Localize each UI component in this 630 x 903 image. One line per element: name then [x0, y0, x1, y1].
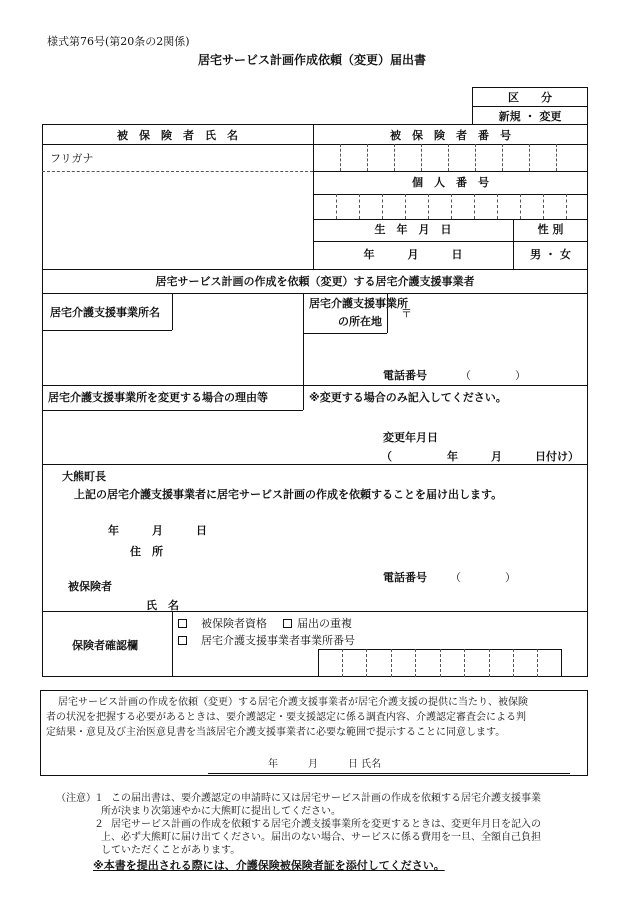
insured-name-label: 被 保 険 者 氏 名 [117, 129, 238, 142]
insured-qualification-checkbox[interactable] [178, 619, 187, 628]
birthdate-label: 生 年 月 日 [374, 223, 452, 236]
postal-mark: 〒 [401, 307, 412, 320]
change-date-label: 変更年月日 [383, 431, 438, 444]
personal-number-label: 個 人 番 号 [412, 176, 489, 189]
sex-label: 性 別 [537, 223, 564, 236]
form-number: 様式第76号(第20条の2関係) [47, 35, 190, 48]
note-2-line-1: 居宅サービス計画の作成を依頼する居宅介護支援事業所を変更するときは、変更年月日を記入の [111, 819, 541, 830]
insured-number-field[interactable] [316, 146, 586, 170]
office-phone-field[interactable]: （ ） [460, 369, 526, 382]
note-1-line-1: この届出書は、要介護認定の申請時に又は居宅サービス計画の作成を依頼する居宅介護支援事業 [111, 793, 541, 804]
provider-section-heading: 居宅サービス計画の作成を依頼（変更）する居宅介護支援事業者 [155, 275, 475, 288]
office-phone-label: 電話番号 [383, 369, 427, 382]
declaration-date[interactable]: 年 月 日 [108, 524, 207, 537]
note-1-number: １ [94, 793, 104, 804]
office-number-label: 居宅介護支援事業者事業所番号 [201, 634, 355, 647]
sex-field[interactable]: 男 ・ 女 [530, 248, 571, 261]
change-note: ※変更する場合のみ記入してください。 [309, 391, 507, 404]
consent-line-3: 定結果・意見及び主治医意見書を当該居宅介護支援事業者に必要な範囲で提示することに同意します。 [46, 727, 506, 738]
insurer-check-label: 保険者確認欄 [72, 639, 138, 652]
address-field[interactable] [190, 540, 580, 562]
consent-line-1: 居宅サービス計画の作成を依頼（変更）する居宅介護支援事業者が居宅介護支援の提供に当たり、被保険 [58, 697, 528, 708]
birthdate-field[interactable]: 年 月 日 [363, 248, 463, 261]
change-reason-field[interactable] [46, 413, 376, 461]
office-name-field[interactable] [46, 333, 300, 383]
insured-label: 被保険者 [68, 580, 112, 593]
office-address-label-1: 居宅介護支援事業所 [309, 297, 408, 310]
kubun-value[interactable]: 新規 ・ 変更 [498, 110, 562, 123]
furigana-label: フリガナ [50, 152, 94, 165]
addressee: 大熊町長 [62, 470, 106, 483]
declaration-phone-label: 電話番号 [383, 571, 427, 584]
change-reason-label: 居宅介護支援事業所を変更する場合の理由等 [48, 391, 268, 404]
declaration-phone-field[interactable]: （ ） [450, 571, 516, 584]
note-2-line-2: 上、必ず大熊町に届け出てください。届出のない場合、サービスに係る費用を一旦、全額自己負担 [101, 832, 541, 843]
note-1-line-2: 所が決まり次第速やかに大熊町に提出してください。 [101, 806, 341, 817]
office-number-checkbox[interactable] [178, 636, 187, 645]
insured-qualification-label: 被保険者資格 [201, 617, 267, 630]
note-2-line-3: していただくことがあります。 [101, 845, 241, 856]
note-2-number: ２ [94, 819, 104, 830]
name-field[interactable] [190, 594, 580, 610]
duplicate-filing-checkbox[interactable] [283, 619, 292, 628]
change-date-field[interactable]: （ 年 月 日付け） [381, 450, 579, 463]
office-address-label-2: の所在地 [338, 315, 382, 328]
consent-date-name[interactable]: 年 月 日 氏名 [268, 759, 382, 770]
address-label: 住 所 [130, 545, 163, 558]
insured-name-field[interactable] [50, 174, 305, 266]
form-title: 居宅サービス計画作成依頼（変更）届出書 [198, 53, 427, 67]
office-name-label: 居宅介護支援事業所名 [50, 306, 160, 319]
declaration-statement: 上記の居宅介護支援事業者に居宅サービス計画の作成を依頼することを届け出します。 [74, 488, 503, 501]
kubun-label: 区 分 [508, 91, 552, 104]
duplicate-filing-label: 届出の重複 [297, 617, 352, 630]
notes-label: （注意） [56, 793, 96, 804]
final-note: ※本書を提出される際には、介護保険被保険者証を添付してください。 [93, 859, 445, 872]
name-label: 氏 名 [146, 599, 179, 612]
personal-number-field[interactable] [316, 196, 586, 218]
consent-line-2: 者の状況を把握する必要があるときは、要介護認定・要支援認定に係る調査内容、介護認定審査会による判 [46, 712, 526, 723]
insured-number-label: 被 保 険 者 番 号 [390, 129, 511, 142]
office-address-field[interactable] [412, 296, 584, 328]
